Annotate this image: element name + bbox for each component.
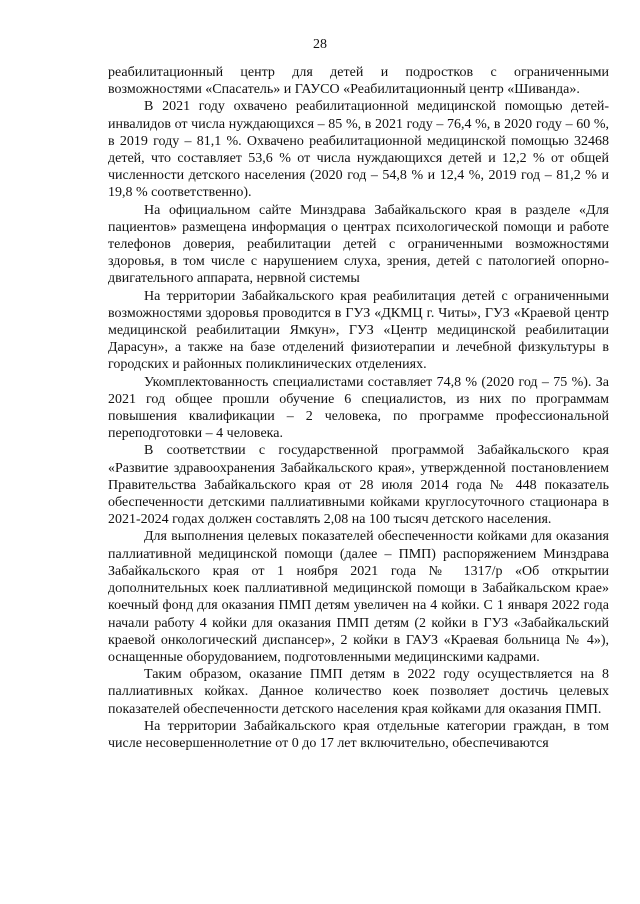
paragraph-provision-start: На территории Забайкальского края отдельные категории граждан, в том числе несовершеннолетние от 0 до 17 лет включительно, обеспечиваются [108, 718, 609, 751]
paragraph-rehab-institutions: На территории Забайкальского края реабилитация детей с ограниченными возможностями здоровья проводится в ГУЗ «ДКМЦ г. Читы», ГУЗ «Краевой центр медицинской реабилитации Ямкун», ГУЗ «Центр медицинской реабилитации Дарасун», а также на базе отделений физиотерапии и лечебной физкультуры в городских и районных поликлинических отделениях. [108, 288, 609, 373]
body-text [108, 64, 609, 752]
paragraph-state-program: В соответствии с государственной программой Забайкальского края «Развитие здравоохранения Забайкальского края», утвержденной постановлением Правительства Забайкальского края от 28 июля 2014 года № 448 показатель обеспеченности детскими паллиативными койками круглосуточного стационара в 2021-2024 годах должен составлять 2,08 на 100 тысяч детского населения. [108, 443, 609, 528]
paragraph-palliative-summary: Таким образом, оказание ПМП детям в 2022 году осуществляется на 8 паллиативных койках. Данное количество коек позволяет достичь целевых показателей обеспеченности детского населения края койками для оказания ПМП. [108, 667, 609, 717]
paragraph-rehab-centers-continued: реабилитационный центр для детей и подростков с ограниченными возможностями «Спасатель» и ГАУСО «Реабилитационный центр «Шиванда». [108, 65, 609, 98]
paragraph-rehab-coverage: В 2021 году охвачено реабилитационной медицинской помощью детей-инвалидов от числа нуждающихся – 85 %, в 2021 году – 76,4 %, в 2020 году – 60 %, в 2019 году – 81,1 %. Охвачено реабилитационной медицинской помощью 32468 детей, что составляет 53,6 % от числа нуждающихся детей и 12,2 % от общей численности детского населения (2020 год – 54,8 % и 12,4 %, 2019 год – 81,2 % и 19,8 % соответственно). [108, 99, 609, 201]
paragraph-ministry-website: На официальном сайте Минздрава Забайкальского края в разделе «Для пациентов» размещена информация о центрах психологической помощи и работе телефонов доверия, реабилитации детей с ограниченными возможностями здоровья, в том числе с нарушением слуха, зрения, детей с патологией опорно-двигательного аппарата, нервной системы [108, 202, 609, 287]
page-number: 28 [313, 37, 327, 52]
paragraph-palliative-beds-order: Для выполнения целевых показателей обеспеченности койками для оказания паллиативной медицинской помощи (далее – ПМП) распоряжением Минздрава Забайкальского края от 1 ноября 2021 года № 1317/р «Об открытии дополнительных коек паллиативной медицинской помощи в Забайкальском крае» коечный фонд для оказания ПМП детям увеличен на 4 койки. С 1 января 2022 года начали работу 4 койки для оказания ПМП детям (2 койки в ГУЗ «Забайкальский краевой онкологический диспансер», 2 койки в ГАУЗ «Краевая больница № 4»), оснащенные оборудованием, подготовленными медицинскими кадрами. [108, 529, 609, 665]
paragraph-staffing: Укомплектованность специалистами составляет 74,8 % (2020 год – 75 %). За 2021 год общее прошли обучение 6 специалистов, из них по программам повышения квалификации – 2 человека, по программе профессиональной переподготовки – 4 человека. [108, 374, 609, 442]
